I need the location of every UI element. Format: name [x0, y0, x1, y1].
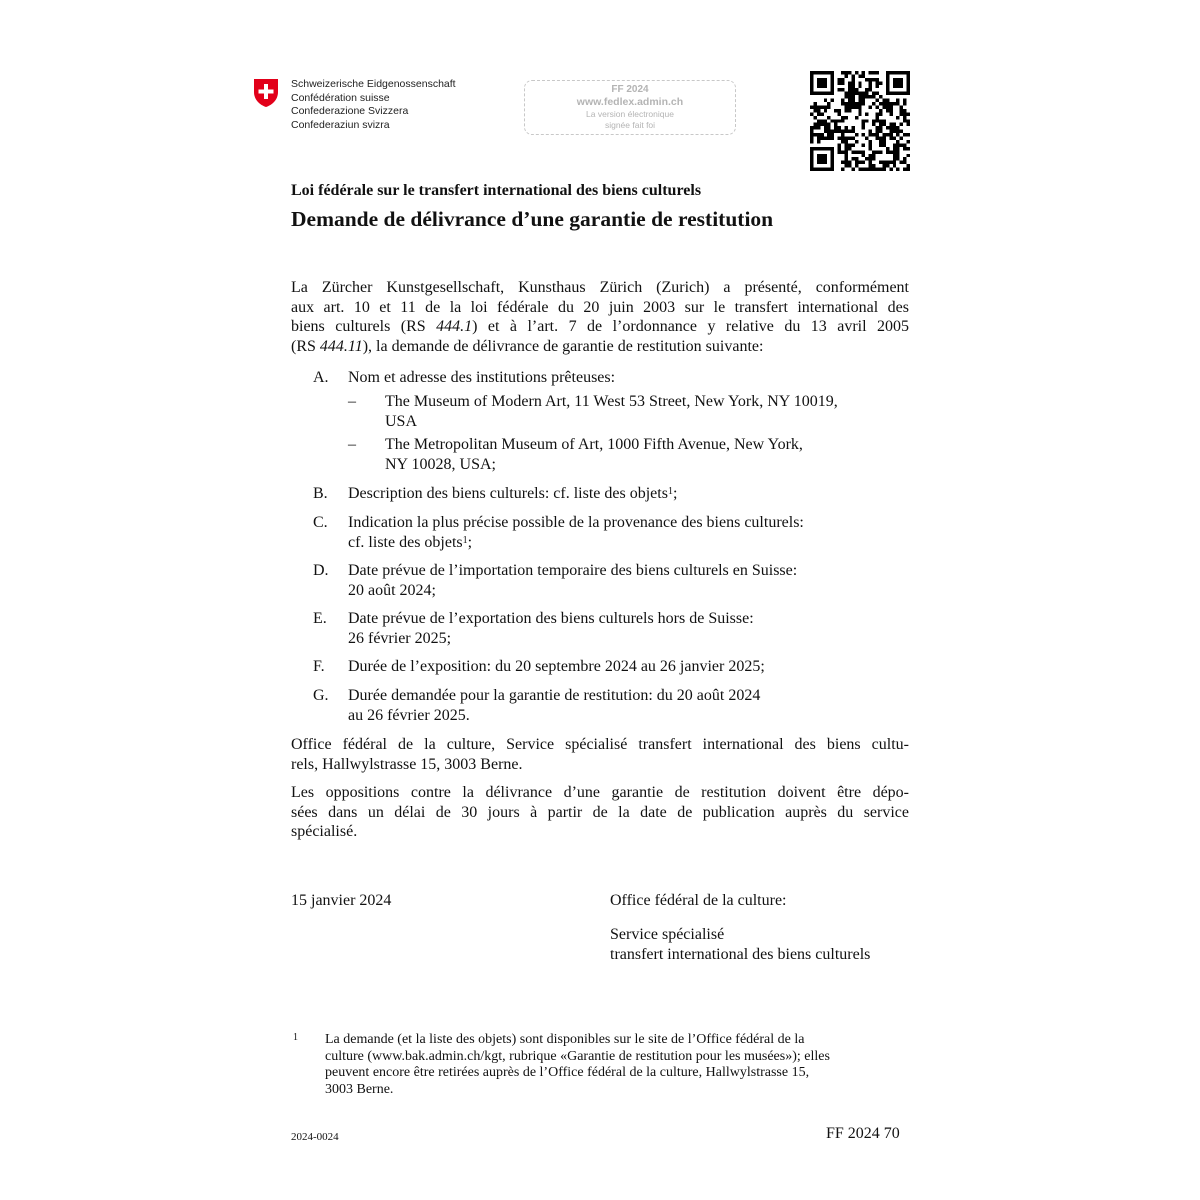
footnote-line: La demande (et la liste des objets) sont disponibles sur le site de l’Office fédéral de la [325, 1032, 805, 1047]
item-letter: C. [313, 514, 328, 531]
opposition-line: sées dans un délai de 30 jours à partir de la date de publication auprès du service [291, 803, 909, 821]
publication-date: 15 janvier 2024 [291, 892, 392, 909]
footnote-ref: 1 [462, 534, 468, 546]
document-number: 2024-0024 [291, 1131, 339, 1143]
electronic-signature-stamp [524, 80, 736, 135]
item-letter: A. [313, 369, 329, 386]
signing-service-line: Service spécialisé [610, 926, 725, 943]
federal-gazette-number: FF 2024 70 [826, 1125, 900, 1142]
office-paragraph [291, 735, 909, 774]
item-d-text: Date prévue de l’importation temporaire des biens culturels en Suisse: 20 août 2024; [348, 562, 798, 599]
confederation-name-rm: Confederaziun svizra [291, 118, 390, 131]
office-line: Office fédéral de la culture, Service spécialisé transfert international des biens cultu- [291, 736, 909, 753]
document-title: Demande de délivrance d’une garantie de restitution [291, 207, 774, 231]
rs-reference: 444.1 [436, 318, 473, 335]
lender-moma [385, 392, 909, 431]
lender-line: The Metropolitan Museum of Art, 1000 Fifth Avenue, New York, [385, 436, 803, 453]
item-letter: F. [313, 658, 325, 675]
item-letter: E. [313, 610, 327, 627]
lender-met [385, 435, 909, 474]
signing-service-line: transfert international des biens culturels [610, 945, 871, 963]
lender-line: USA [385, 412, 418, 430]
item-f-text: Durée de l’exposition: du 20 septembre 2024 au 26 janvier 2025; [348, 658, 765, 675]
item-c-text: Indication la plus précise possible de la provenance des biens culturels: cf. liste des objets$^1$; [348, 514, 804, 551]
stamp-line-4: signée fait foi [604, 119, 656, 130]
item-a-text: Nom et adresse des institutions prêteuses: [348, 369, 616, 386]
lender-line: NY 10028, USA; [385, 455, 496, 473]
opposition-paragraph [291, 783, 909, 842]
list-dash: – [348, 393, 356, 410]
rs-reference: 444.11 [319, 337, 363, 355]
item-letter: B. [313, 485, 328, 502]
confederation-name-it: Confederazione Svizzera [291, 105, 409, 117]
qr-code-icon [810, 71, 910, 171]
item-g-text: Durée demandée pour la garantie de restitution: du 20 août 2024 au 26 février 2025. [348, 687, 761, 724]
swiss-crest-icon [253, 78, 279, 108]
list-dash: – [348, 436, 356, 453]
document-subtitle: Loi fédérale sur le transfert international des biens culturels [291, 182, 702, 199]
intro-line: La Zürcher Kunstgesellschaft, Kunsthaus Zürich (Zurich) a présenté, conformément [291, 279, 909, 296]
confederation-name-fr: Confédération suisse [291, 91, 390, 104]
intro-line: biens culturels (RS 444.1) et à l’art. 7 de l’ordonnance y relative du 13 avril 2005 [291, 318, 910, 335]
confederation-name-de: Schweizerische Eidgenossenschaft [291, 78, 456, 90]
office-line: rels, Hallwylstrasse 15, 3003 Berne. [291, 755, 523, 773]
opposition-line: spécialisé. [291, 823, 358, 840]
stamp-line-3: La version électronique [586, 109, 674, 119]
item-letter: G. [313, 687, 329, 704]
item-b-text: Description des biens culturels: cf. liste des objets$^1$; [348, 485, 678, 502]
stamp-line-1: FF 2024 [611, 84, 649, 95]
signing-office: Office fédéral de la culture: [610, 892, 787, 909]
footnote-ref: 1 [667, 486, 673, 497]
lender-line: The Museum of Modern Art, 11 West 53 Street, New York, NY 10019, [385, 393, 838, 410]
opposition-line: Les oppositions contre la délivrance d’une garantie de restitution doivent être dépo- [291, 784, 909, 801]
footnote-line: peuvent encore être retirées auprès de l’Office fédéral de la culture, Hallwylstrasse 15, [325, 1065, 810, 1080]
intro-line: aux art. 10 et 11 de la loi fédérale du 20 juin 2003 sur le transfert international des [291, 298, 909, 316]
footnote-line: 3003 Berne. [325, 1081, 394, 1097]
item-letter: D. [313, 562, 329, 579]
item-e-text: Date prévue de l’exportation des biens culturels hors de Suisse: 26 février 2025; [348, 610, 754, 647]
footnote-line: culture (www.bak.admin.ch/kgt, rubrique «Garantie de restitution pour les musées»); elles [325, 1048, 830, 1064]
stamp-line-2: www.fedlex.admin.ch [576, 96, 684, 108]
footnote-text [325, 1032, 909, 1098]
footnote-number: 1 [293, 1032, 298, 1043]
signing-service [610, 925, 870, 964]
intro-line: (RS 444.11), la demande de délivrance de garantie de restitution suivante: [291, 337, 764, 355]
confederation-names [291, 78, 456, 132]
intro-paragraph [291, 278, 909, 356]
